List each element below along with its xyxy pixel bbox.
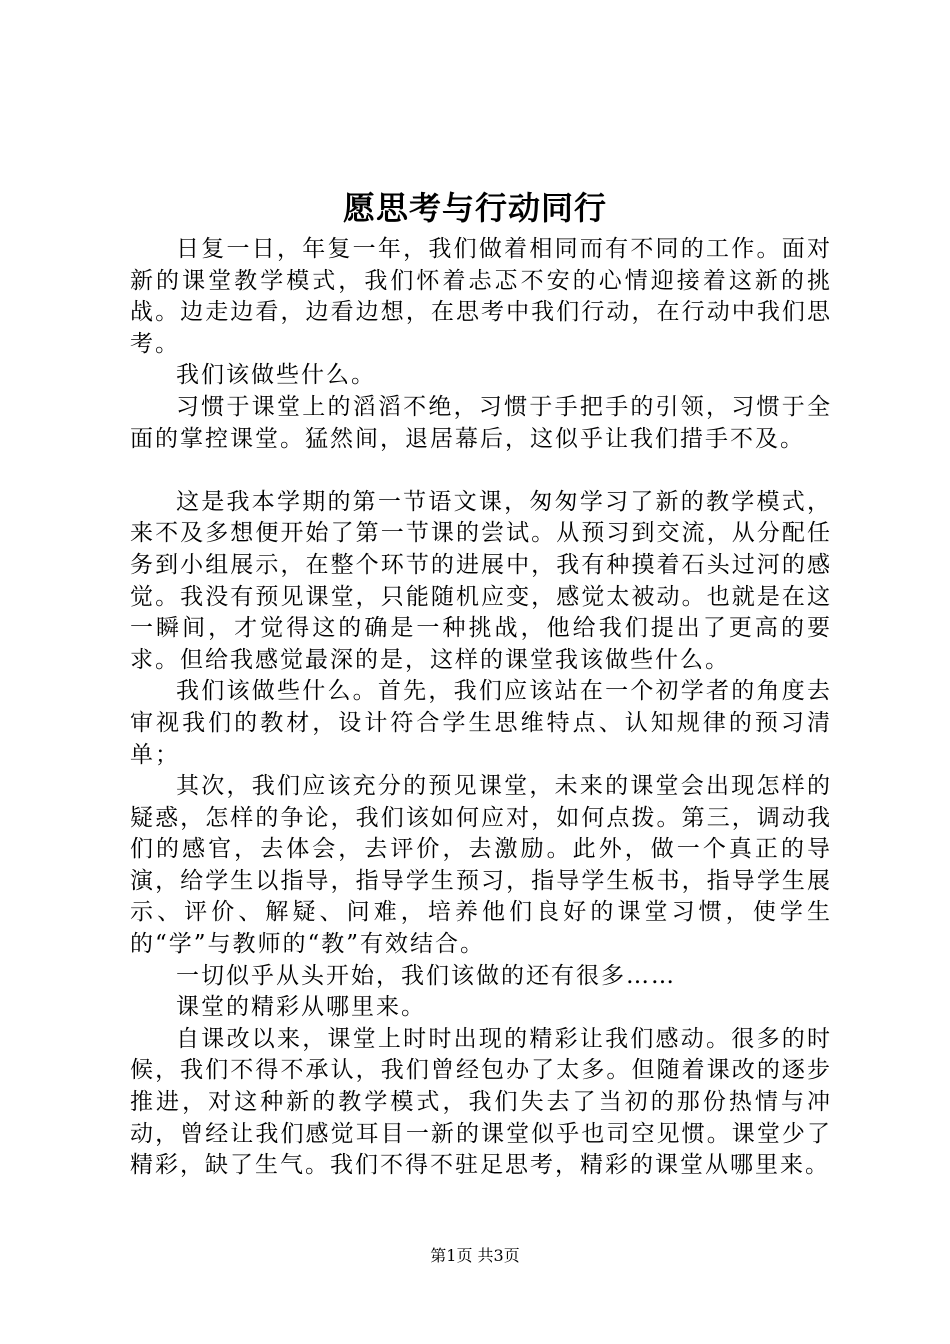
paragraph: 一切似乎从头开始，我们该做的还有很多…… — [176, 962, 676, 989]
paragraph: 日复一日，年复一年，我们做着相同而有不同的工作。面对新的课堂教学模式，我们怀着忐忑不安的心情迎接着这新的挑战。边走边看，边看边想，在思考中我们行动，在行动中我们思考。 — [130, 236, 832, 357]
document-title: 愿思考与行动同行 — [342, 189, 607, 227]
paragraph: 习惯于课堂上的滔滔不绝，习惯于手把手的引领，习惯于全面的掌控课堂。猛然间，退居幕后，这似乎让我们措手不及。 — [130, 393, 832, 452]
page-footer: 第1页 共3页 — [430, 1246, 520, 1265]
paragraph: 我们该做些什么。 — [176, 362, 376, 389]
paragraph: 其次，我们应该充分的预见课堂，未来的课堂会出现怎样的疑惑，怎样的争论，我们该如何应对，如何点拨。第三，调动我们的感官，去体会，去评价，去激励。此外，做一个真正的导演，给学生以指导，指导学生预习，指导学生板书，指导学生展示、评价、解疑、问难，培养他们良好的课堂习惯，使学生的“学”与教师的“教”有效结合。 — [130, 773, 832, 958]
paragraph: 课堂的精彩从哪里来。 — [176, 994, 426, 1021]
paragraph: 自课改以来，课堂上时时出现的精彩让我们感动。很多的时候，我们不得不承认，我们曾经包办了太多。但随着课改的逐步推进，对这种新的教学模式，我们失去了当初的那份热情与冲动，曾经让我们感觉耳目一新的课堂似乎也司空见惯。课堂少了精彩，缺了生气。我们不得不驻足思考，精彩的课堂从哪里来。 — [130, 1025, 832, 1179]
paragraph: 这是我本学期的第一节语文课，匆匆学习了新的教学模式，来不及多想便开始了第一节课的尝试。从预习到交流，从分配任务到小组展示，在整个环节的进展中，我有种摸着石头过河的感觉。我没有预见课堂，只能随机应变，感觉太被动。也就是在这一瞬间，才觉得这的确是一种挑战，他给我们提出了更高的要求。但给我感觉最深的是，这样的课堂我该做些什么。 — [130, 488, 832, 673]
document-body — [130, 234, 832, 1182]
paragraph: 我们该做些什么。首先，我们应该站在一个初学者的角度去审视我们的教材，设计符合学生思维特点、认知规律的预习清单； — [130, 678, 832, 768]
